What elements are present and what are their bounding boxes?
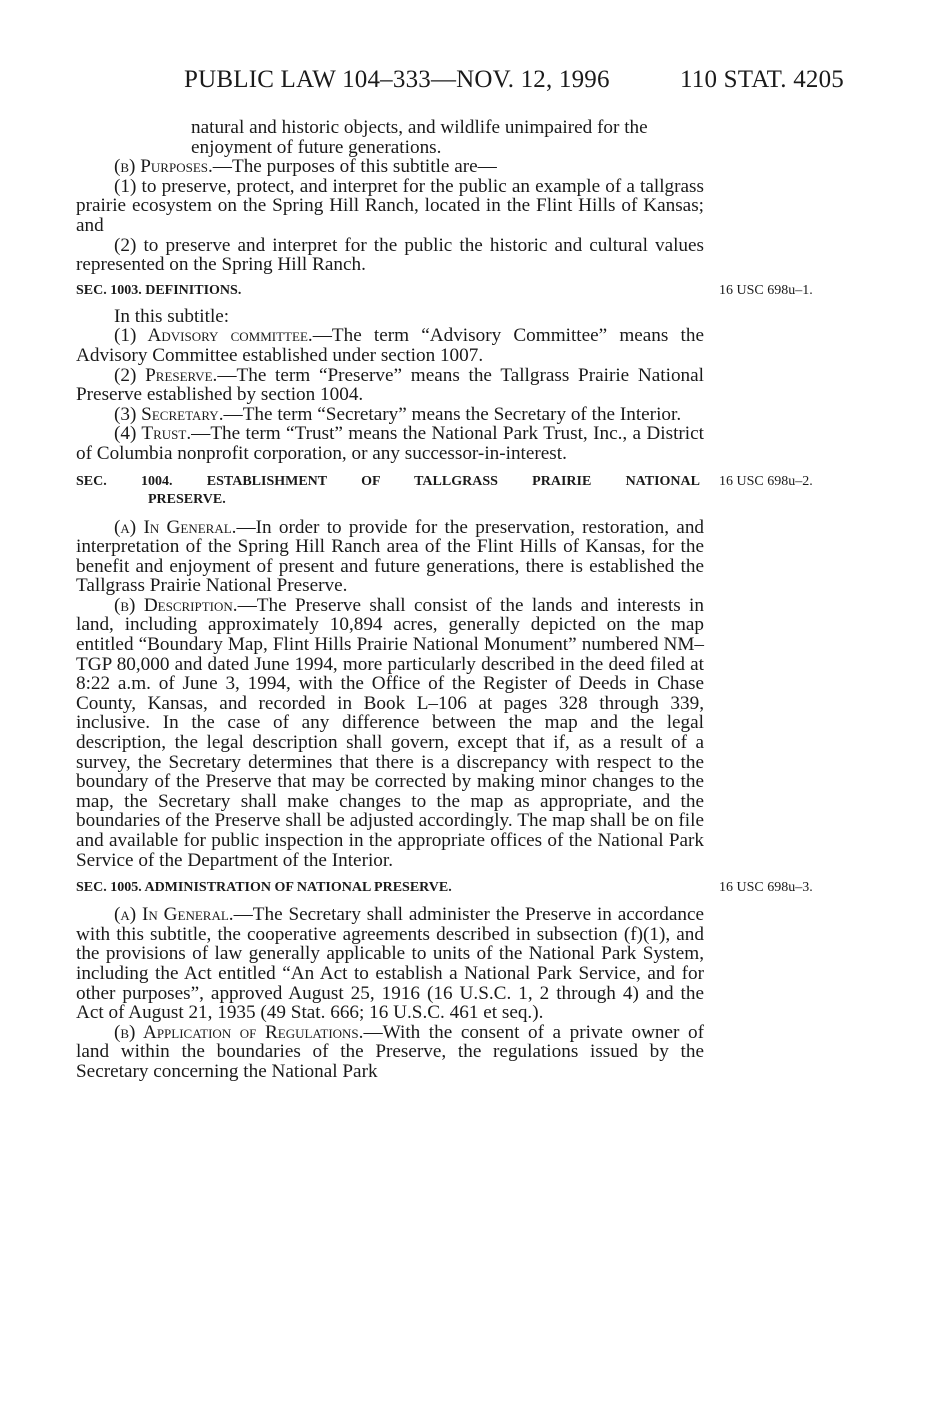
definition-3-label: (3) Secretary. bbox=[114, 403, 224, 425]
section-1004-a-text: —In order to provide for the preservation, restoration, and interpretation of the Spring Hill Ranch area of the Flint Hills of Kansas, for the benefit and enjoyment of present and future generations, there is established the Tallgrass Prairie National Preserve. bbox=[76, 516, 705, 597]
section-1004-title-line1: SEC. 1004. ESTABLISHMENT OF TALLGRASS PRAIRIE NATIONAL bbox=[76, 473, 700, 489]
page-header bbox=[184, 66, 844, 96]
definition-1 bbox=[76, 326, 704, 365]
law-title: PUBLIC LAW 104–333—NOV. 12, 1996 bbox=[184, 66, 610, 93]
purposes-label: (b) Purposes. bbox=[114, 156, 213, 178]
section-1004-title-line2: PRESERVE. bbox=[148, 491, 226, 507]
section-1003-usc-note: 16 USC 698u–1. bbox=[719, 282, 813, 298]
intro-continuation: natural and historic objects, and wildlife unimpaired for the enjoyment of future generations. bbox=[191, 117, 648, 158]
section-1004-usc-note: 16 USC 698u–2. bbox=[719, 473, 813, 489]
definition-2 bbox=[76, 366, 704, 405]
section-1005-usc-note: 16 USC 698u–3. bbox=[719, 880, 813, 896]
definition-3 bbox=[76, 405, 704, 425]
purpose-1: (1) to preserve, protect, and interpret for the public an example of a tallgrass prairie ecosystem on the Spring Hill Ranch, located in the Flint Hills of Kansas; and bbox=[76, 175, 704, 236]
definition-1-text: —The term “Advisory Committee” means the Advisory Committee established under section 1007. bbox=[76, 325, 704, 366]
document-body bbox=[76, 117, 813, 1082]
stat-page-number: 110 STAT. 4205 bbox=[680, 66, 844, 93]
definition-1-label: (1) Advisory committee. bbox=[114, 325, 313, 347]
section-1005-heading bbox=[76, 879, 813, 897]
section-1005-b bbox=[76, 1023, 704, 1082]
section-1005-b-text: —With the consent of a private owner of land within the boundaries of the Preserve, the regulations issued by the Secretary concerning the National Park bbox=[76, 1021, 704, 1082]
section-1005-title: SEC. 1005. ADMINISTRATION OF NATIONAL PRESERVE. bbox=[76, 880, 452, 896]
definition-4 bbox=[76, 424, 704, 463]
definition-4-text: —The term “Trust” means the National Park Trust, Inc., a District of Columbia nonprofit corporation, or any successor-in-interest. bbox=[76, 423, 704, 464]
section-1005-a bbox=[76, 905, 704, 1023]
definition-3-text: —The term “Secretary” means the Secretary of the Interior. bbox=[223, 403, 682, 425]
section-1004-heading bbox=[76, 473, 813, 509]
section-1005-a-text: —The Secretary shall administer the Preserve in accordance with this subtitle, the cooperative agreements described in subsection (f)(1), and the provisions of law generally applicable to units of the National Park System, including the Act entitled “An Act to establish a National Park Service, and for other purposes”, approved August 25, 1916 (16 U.S.C. 1, 2 through 4) and the Act of August 21, 1935 (49 Stat. 666; 16 U.S.C. 461 et seq.). bbox=[76, 904, 704, 1024]
section-1004-b bbox=[76, 596, 704, 870]
section-1005-b-label: (b) Application of Regulations. bbox=[114, 1021, 364, 1043]
section-1004-a-label: (a) In General. bbox=[114, 516, 237, 538]
purpose-2: (2) to preserve and interpret for the public the historic and cultural values represented on the Spring Hill Ranch. bbox=[76, 234, 704, 276]
definition-2-text: —The term “Preserve” means the Tallgrass Prairie National Preserve established by section 1004. bbox=[76, 364, 704, 406]
purposes-paragraph bbox=[76, 157, 704, 177]
purposes-text: —The purposes of this subtitle are— bbox=[212, 156, 497, 178]
definition-2-label: (2) Preserve. bbox=[114, 364, 218, 386]
section-1003-heading bbox=[76, 282, 813, 300]
section-1004-a bbox=[76, 518, 704, 596]
section-1004-b-text: —The Preserve shall consist of the lands and interests in land, including approximately 10,894 acres, generally depicted on the map entitled “Boundary Map, Flint Hills Prairie National Monument” numbered NM–TGP 80,000 and dated June 1994, more particularly described in the deed filed at 8:22 a.m. of June 3, 1994, with the Office of the Register of Deeds in Chase County, Kansas, and recorded in Book L–106 at pages 328 through 339, inclusive. In the case of any difference between the map and the legal description, the legal description shall govern, except that if, as a result of a survey, the Secretary determines that there is a discrepancy with respect to the boundary of the Preserve that may be corrected by making minor changes to the map, the Secretary shall make changes to the map as appropriate, and the boundaries of the Preserve shall be adjusted accordingly. The map shall be on file and available for public inspection in the appropriate offices of the National Park Service of the Department of the Interior. bbox=[76, 594, 704, 871]
definition-4-label: (4) Trust. bbox=[114, 423, 192, 445]
definitions-intro: In this subtitle: bbox=[114, 305, 230, 327]
section-1005-a-label: (a) In General. bbox=[114, 904, 234, 926]
section-1004-b-label: (b) Description. bbox=[114, 594, 238, 616]
section-1003-title: SEC. 1003. DEFINITIONS. bbox=[76, 282, 242, 298]
